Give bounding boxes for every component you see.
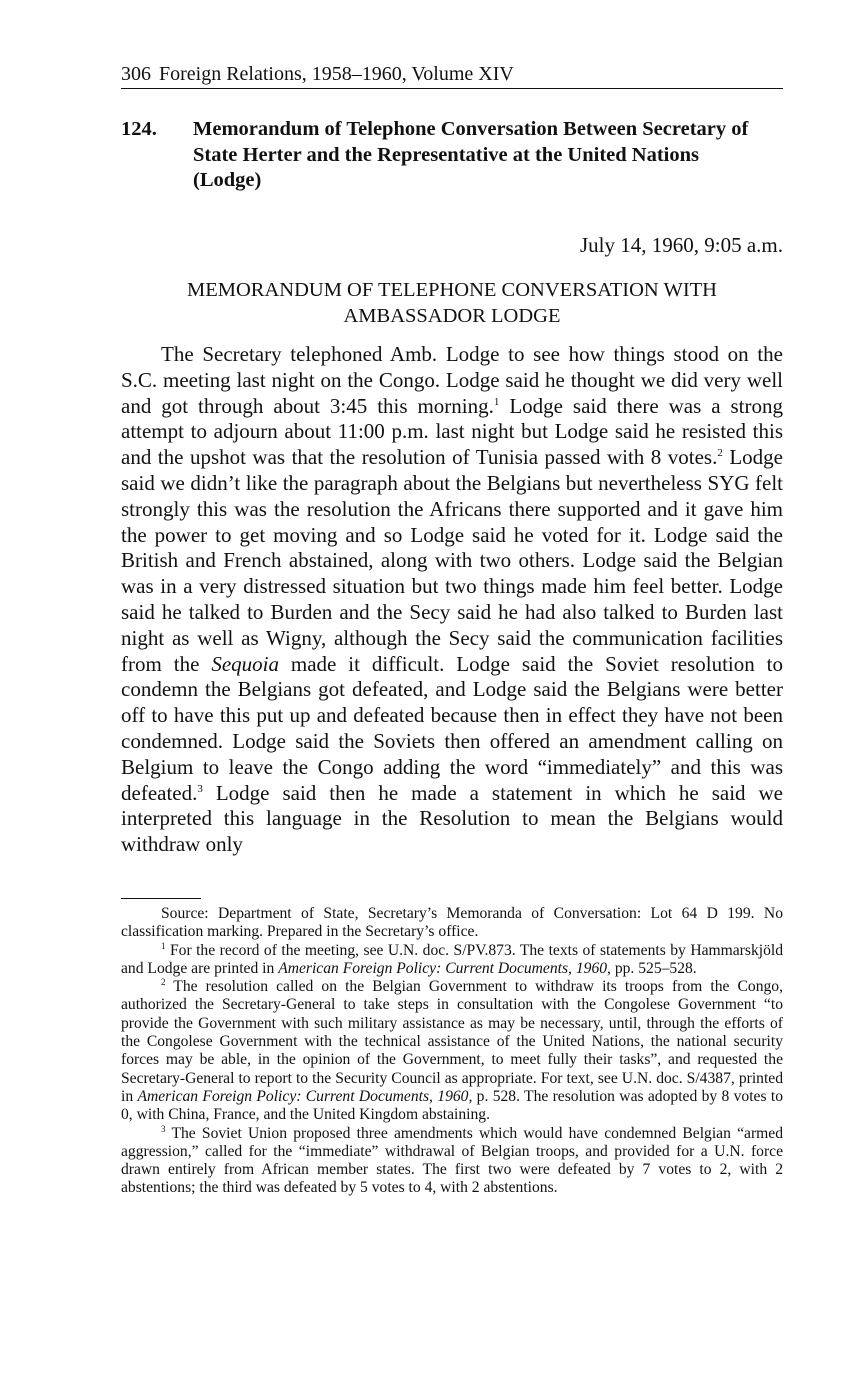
footnote-2-mark: 2 <box>161 977 166 988</box>
body-segment-5: Lodge said then he made a statement in which he said we interpreted this language in the Resolution to mean the Belgians would withdraw only <box>121 780 783 857</box>
body-segment-2: Lodge said there was a strong attempt to adjourn about 11:00 p.m. last night but Lodge said he resisted this and the upshot was that the resolution of Tunisia passed with 8 votes. <box>121 393 783 470</box>
source-note: Source: Department of State, Secretary’s Memoranda of Conversation: Lot 64 D 199. No classification marking. Prepared in the Secretary’s office. <box>121 905 783 941</box>
footnote-2 <box>121 978 783 1124</box>
footnote-2-tail: p. 528. The resolution was adopted by 8 votes to 0, with China, France, and the United Kingdom abstaining. <box>121 1087 783 1124</box>
footnote-3-text: The Soviet Union proposed three amendments which would have condemned Belgian “armed aggression,” called for the “immediate” withdrawal of Belgian troops, and provided for a U.N. force drawn entirely from African member states. The first two were defeated by 7 votes to 2, with 2 abstentions; the third was defeated by 5 votes to 4, with 2 abstentions. <box>121 1124 783 1197</box>
memo-title-line-1: MEMORANDUM OF TELEPHONE CONVERSATION WITH <box>187 279 717 301</box>
running-head <box>121 61 783 89</box>
footnote-rule <box>121 898 201 899</box>
footnote-2-text: The resolution called on the Belgian Government to withdraw its troops from the Congo, authorized the Secretary-General to take steps in consultation with the Congolese Government “to provide the Government with such military assistance as may be necessary, until, through the efforts of the Congolese Government with the technical assistance of the United Nations, the national security forces may be able, in the opinion of the Government, to meet fully their tasks”, and requested the Secretary-General to report to the Security Council as appropriate. For text, see U.N. doc. S/4387, printed in <box>121 978 783 1105</box>
footnote-2-publication: American Foreign Policy: Current Documents, 1960, <box>137 1087 473 1105</box>
footnote-3-mark: 3 <box>161 1123 166 1134</box>
footnote-1-text: For the record of the meeting, see U.N. doc. S/PV.873. The texts of statements by Hammarskjöld and Lodge are printed in <box>121 941 783 977</box>
document-heading <box>121 117 783 194</box>
series-title: Foreign Relations, 1958–1960, Volume XIV <box>159 63 514 85</box>
ship-name: Sequoia <box>211 651 279 676</box>
body-segment-4: made it difficult. Lodge said the Soviet resolution to condemn the Belgians got defeated, and Lodge said the Belgians were better off to have this put up and defeated because then in effect they have not been condemned. Lodge said the Soviets then offered an amendment calling on Belgium to leave the Congo adding the word “immediately” and this was defeated. <box>121 651 783 805</box>
footnote-1 <box>121 942 783 979</box>
document-title: Memorandum of Telephone Conversation Between Secretary of State Herter and the Representative at the United Nations (Lodge) <box>193 118 749 191</box>
body-segment-3: Lodge said we didn’t like the paragraph about the Belgians but nevertheless SYG felt strongly this was the resolution the Africans there supported and it gave him the power to get moving and so Lodge said he voted for it. Lodge said the British and French abstained, along with two others. Lodge said the Belgian was in a very distressed situation but two things made him feel better. Lodge said he talked to Burden and the Secy said he had also talked to Burden last night as well as Wigny, although the Secy said the communication facilities from the <box>121 445 783 676</box>
body-paragraph <box>121 342 783 858</box>
page-number: 306 <box>121 63 151 85</box>
memo-title <box>121 278 783 329</box>
footnote-1-publication: American Foreign Policy: Current Documents, 1960, <box>278 959 611 977</box>
footnote-ref-3: 3 <box>197 782 203 795</box>
body-segment-1: The Secretary telephoned Amb. Lodge to see how things stood on the S.C. meeting last night on the Congo. Lodge said he thought we did very well and got through about 3:45 this morning. <box>121 342 783 418</box>
footnote-3 <box>121 1125 783 1198</box>
footnote-1-tail: pp. 525–528. <box>610 959 697 977</box>
footnotes <box>121 905 783 1198</box>
memo-title-line-2: AMBASSADOR LODGE <box>343 304 561 327</box>
footnote-ref-1: 1 <box>493 395 500 408</box>
document-number: 124. <box>121 118 157 140</box>
footnote-ref-2: 2 <box>717 447 723 460</box>
dateline: July 14, 1960, 9:05 a.m. <box>580 233 783 257</box>
footnote-1-mark: 1 <box>161 940 166 951</box>
